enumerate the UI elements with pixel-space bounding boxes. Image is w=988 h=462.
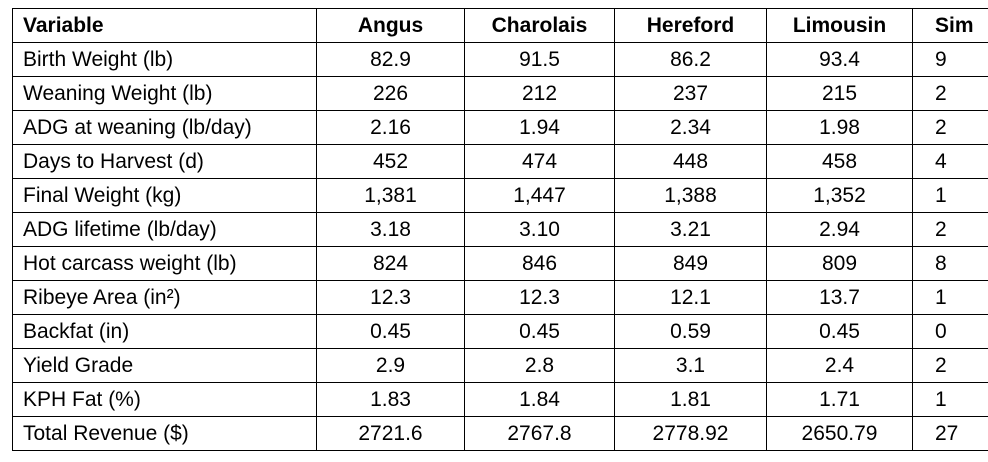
value-cell: 1.98 (767, 111, 913, 145)
table-row (13, 43, 988, 77)
value-cell: 1.83 (317, 383, 465, 417)
row-label-cell: ADG at weaning (lb/day) (13, 111, 317, 145)
column-header-angus: Angus (317, 9, 465, 43)
value-cell: 86.2 (615, 43, 767, 77)
column-header-hereford: Hereford (615, 9, 767, 43)
row-label-cell: ADG lifetime (lb/day) (13, 213, 317, 247)
row-label-cell: Days to Harvest (d) (13, 145, 317, 179)
value-cell: 0.59 (615, 315, 767, 349)
value-cell: 226 (317, 77, 465, 111)
value-cell: 0.45 (767, 315, 913, 349)
value-cell: 1.94 (465, 111, 615, 145)
value-cell: 27 (913, 417, 988, 451)
table-row (13, 213, 988, 247)
value-cell: 824 (317, 247, 465, 281)
value-cell: 2.8 (465, 349, 615, 383)
value-cell: 0.45 (465, 315, 615, 349)
value-cell: 809 (767, 247, 913, 281)
value-cell: 2.16 (317, 111, 465, 145)
table-row (13, 417, 988, 451)
value-cell: 1,352 (767, 179, 913, 213)
value-cell: 2650.79 (767, 417, 913, 451)
value-cell: 2 (913, 111, 988, 145)
value-cell: 91.5 (465, 43, 615, 77)
value-cell: 2.94 (767, 213, 913, 247)
row-label-cell: Weaning Weight (lb) (13, 77, 317, 111)
row-label-cell: Hot carcass weight (lb) (13, 247, 317, 281)
value-cell: 474 (465, 145, 615, 179)
value-cell: 8 (913, 247, 988, 281)
value-cell: 1 (913, 179, 988, 213)
value-cell: 12.3 (465, 281, 615, 315)
value-cell: 82.9 (317, 43, 465, 77)
value-cell: 3.10 (465, 213, 615, 247)
value-cell: 2778.92 (615, 417, 767, 451)
value-cell: 2767.8 (465, 417, 615, 451)
value-cell: 212 (465, 77, 615, 111)
row-label-cell: Backfat (in) (13, 315, 317, 349)
table-row (13, 383, 988, 417)
value-cell: 1,381 (317, 179, 465, 213)
value-cell: 93.4 (767, 43, 913, 77)
value-cell: 3.18 (317, 213, 465, 247)
value-cell: 846 (465, 247, 615, 281)
value-cell: 12.1 (615, 281, 767, 315)
value-cell: 2 (913, 213, 988, 247)
row-label-cell: Ribeye Area (in²) (13, 281, 317, 315)
table-row (13, 315, 988, 349)
value-cell: 13.7 (767, 281, 913, 315)
value-cell: 1.71 (767, 383, 913, 417)
value-cell: 9 (913, 43, 988, 77)
table-header-row (13, 9, 988, 43)
value-cell: 2.9 (317, 349, 465, 383)
breed-comparison-table-container (12, 8, 988, 451)
value-cell: 4 (913, 145, 988, 179)
column-header-simmental-partial: Sim (913, 9, 988, 43)
row-label-cell: Final Weight (kg) (13, 179, 317, 213)
value-cell: 2 (913, 77, 988, 111)
value-cell: 2 (913, 349, 988, 383)
value-cell: 1,447 (465, 179, 615, 213)
column-header-variable: Variable (13, 9, 317, 43)
value-cell: 1,388 (615, 179, 767, 213)
table-row (13, 179, 988, 213)
value-cell: 448 (615, 145, 767, 179)
value-cell: 452 (317, 145, 465, 179)
value-cell: 215 (767, 77, 913, 111)
row-label-cell: Yield Grade (13, 349, 317, 383)
value-cell: 3.21 (615, 213, 767, 247)
value-cell: 0 (913, 315, 988, 349)
column-header-charolais: Charolais (465, 9, 615, 43)
table-row (13, 77, 988, 111)
value-cell: 12.3 (317, 281, 465, 315)
value-cell: 1.84 (465, 383, 615, 417)
value-cell: 3.1 (615, 349, 767, 383)
table-row (13, 281, 988, 315)
value-cell: 2.34 (615, 111, 767, 145)
column-header-limousin: Limousin (767, 9, 913, 43)
value-cell: 458 (767, 145, 913, 179)
table-row (13, 247, 988, 281)
row-label-cell: KPH Fat (%) (13, 383, 317, 417)
value-cell: 849 (615, 247, 767, 281)
value-cell: 1 (913, 281, 988, 315)
table-row (13, 111, 988, 145)
value-cell: 2.4 (767, 349, 913, 383)
table-row (13, 145, 988, 179)
value-cell: 1 (913, 383, 988, 417)
value-cell: 2721.6 (317, 417, 465, 451)
value-cell: 1.81 (615, 383, 767, 417)
value-cell: 237 (615, 77, 767, 111)
table-body (13, 43, 988, 451)
breed-comparison-table (12, 8, 988, 451)
row-label-cell: Total Revenue ($) (13, 417, 317, 451)
row-label-cell: Birth Weight (lb) (13, 43, 317, 77)
value-cell: 0.45 (317, 315, 465, 349)
table-row (13, 349, 988, 383)
